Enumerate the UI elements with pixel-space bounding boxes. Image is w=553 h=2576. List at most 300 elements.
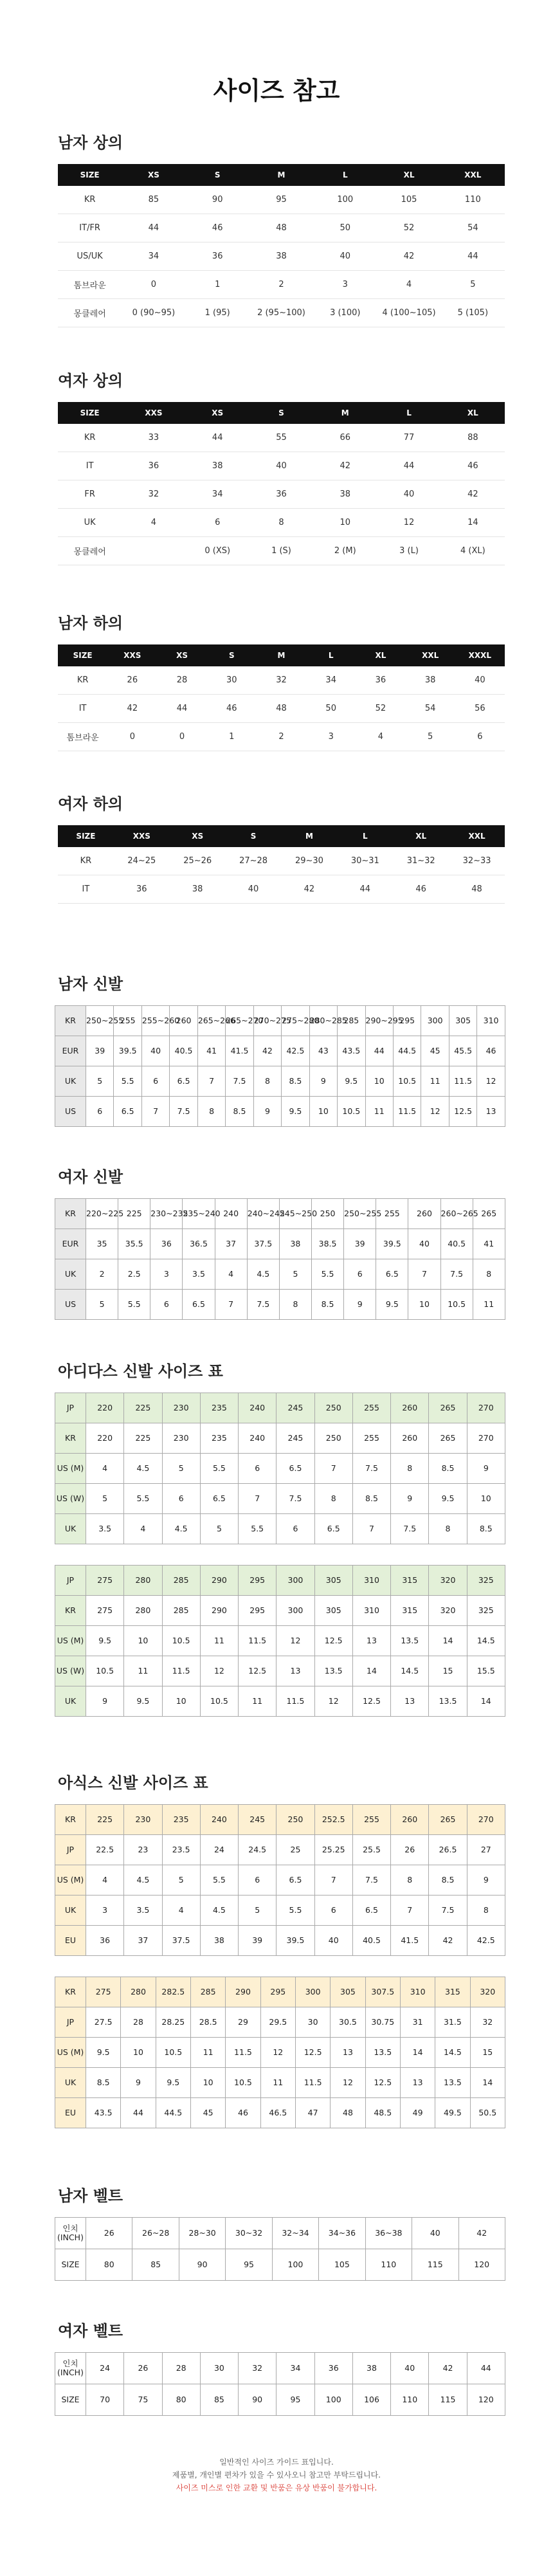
table-cell: 265 [429, 1393, 467, 1423]
table-cell: 260 [391, 1423, 429, 1454]
table-row [55, 1229, 505, 1259]
row-label: 몽클레어 [58, 299, 122, 327]
row-label: US (W) [55, 1484, 86, 1514]
table-cell: 260 [391, 1393, 429, 1423]
asics-table-2 [55, 1977, 505, 2128]
table-cell: 225 [86, 1805, 124, 1835]
table-cell: 11 [190, 2038, 225, 2068]
column-header: XS [186, 402, 249, 424]
table-cell: 245 [276, 1423, 314, 1454]
row-label: EUR [55, 1229, 86, 1259]
column-header: SIZE [58, 402, 122, 424]
table-cell: 43.5 [338, 1036, 365, 1066]
table-row [55, 1656, 505, 1686]
table-cell: 7.5 [352, 1454, 390, 1484]
table-cell: 6 [162, 1484, 200, 1514]
table-cell: 12 [314, 1686, 352, 1717]
table-cell: 38 [279, 1229, 311, 1259]
table-row [55, 1393, 505, 1423]
table-cell: 38 [406, 666, 455, 695]
table-cell: 46 [207, 695, 257, 723]
table-cell: 38 [249, 242, 313, 271]
table-cell: 240 [239, 1393, 276, 1423]
table-cell: 47 [295, 2098, 330, 2128]
table-cell: 36~38 [365, 2218, 412, 2249]
table-header-row [58, 402, 505, 424]
table-cell: 10.5 [338, 1097, 365, 1127]
table-cell: 15.5 [467, 1656, 505, 1686]
table-cell: 56 [455, 695, 505, 723]
table-cell: 41.5 [391, 1926, 429, 1956]
table-cell: 77 [377, 424, 440, 452]
table-cell: 42 [441, 480, 505, 509]
table-cell: 32 [257, 666, 306, 695]
table-cell: 280~285 [309, 1006, 337, 1036]
table-cell: 14 [441, 509, 505, 537]
table-cell: 40 [455, 666, 505, 695]
table-cell: 3.5 [183, 1259, 215, 1290]
table-cell: 12 [477, 1066, 505, 1097]
table-cell: 285 [338, 1006, 365, 1036]
table-cell: 10.5 [86, 1656, 124, 1686]
table-cell: 40 [314, 1926, 352, 1956]
row-label: IT [58, 875, 114, 904]
table-cell: 230 [162, 1423, 200, 1454]
table-cell: 5 [406, 723, 455, 751]
table-cell: 12 [331, 2068, 365, 2098]
table-row [55, 1514, 505, 1544]
table-cell: 5 [86, 1484, 124, 1514]
table-cell: 12 [200, 1656, 238, 1686]
table-cell: 11.5 [276, 1686, 314, 1717]
table-cell: 26 [124, 2353, 162, 2384]
table-cell: 0 [157, 723, 206, 751]
column-header: XL [441, 402, 505, 424]
table-row [55, 1626, 505, 1656]
table-cell: 110 [365, 2249, 412, 2281]
table-cell: 100 [272, 2249, 318, 2281]
table-cell: 3 [150, 1259, 183, 1290]
table-cell: 24~25 [114, 847, 170, 875]
table-cell: 48.5 [365, 2098, 400, 2128]
table-cell: 31~32 [393, 847, 449, 875]
table-cell: 43 [309, 1036, 337, 1066]
table-header-row [58, 644, 505, 666]
column-header: XS [122, 164, 185, 186]
column-header: XXS [114, 825, 170, 847]
table-cell: 90 [186, 186, 249, 214]
table-cell: 75 [124, 2384, 162, 2416]
table-cell: 7.5 [170, 1097, 197, 1127]
table-row [58, 424, 505, 452]
table-cell: 300 [276, 1596, 314, 1626]
table-cell: 6.5 [114, 1097, 141, 1127]
table-cell: 42 [429, 1926, 467, 1956]
table-cell: 295 [239, 1596, 276, 1626]
table-row [55, 2353, 505, 2384]
men-bottom-title: 남자 하의 [58, 614, 123, 632]
table-cell: 275 [86, 1596, 124, 1626]
table-cell: 11.5 [226, 2038, 260, 2068]
table-cell: 6 [276, 1514, 314, 1544]
table-cell: 120 [467, 2384, 505, 2416]
table-cell: 280 [121, 1977, 156, 2007]
table-cell: 44 [377, 452, 440, 480]
women-bottom-table [58, 825, 505, 904]
table-cell: 3 [313, 271, 377, 299]
row-label: UK [55, 1259, 86, 1290]
column-header: M [257, 644, 306, 666]
table-cell: 5 [200, 1514, 238, 1544]
table-cell: 310 [352, 1566, 390, 1596]
table-cell: 34 [306, 666, 356, 695]
table-row [55, 2218, 505, 2249]
table-cell: 220 [86, 1423, 124, 1454]
table-cell: 4.5 [247, 1259, 279, 1290]
women-top-section [0, 370, 553, 565]
table-cell: 10 [467, 1484, 505, 1514]
table-cell: 11.5 [393, 1097, 421, 1127]
table-cell: 5.5 [311, 1259, 343, 1290]
footer-note-2: 제품별, 개인별 편차가 있을 수 있사오니 참고만 부탁드립니다. [172, 2471, 381, 2480]
row-label: US (M) [55, 1454, 86, 1484]
row-label: US [55, 1290, 86, 1320]
table-cell: 41.5 [226, 1036, 253, 1066]
row-label: JP [55, 1566, 86, 1596]
table-cell: 7.5 [247, 1290, 279, 1320]
table-cell: 45.5 [449, 1036, 476, 1066]
table-cell: 240 [200, 1805, 238, 1835]
table-row [58, 242, 505, 271]
table-row [58, 847, 505, 875]
row-label: UK [55, 1686, 86, 1717]
page-title: 사이즈 참고 [213, 77, 340, 105]
table-row [55, 1199, 505, 1229]
table-cell: 13.5 [314, 1656, 352, 1686]
table-row [55, 1977, 505, 2007]
row-label: KR [58, 847, 114, 875]
table-cell: 6.5 [314, 1514, 352, 1544]
row-label: US (M) [55, 2038, 86, 2068]
table-cell: 32 [122, 480, 185, 509]
column-header: S [226, 825, 282, 847]
table-cell: 30.75 [365, 2007, 400, 2038]
table-cell: 12.5 [314, 1626, 352, 1656]
table-cell: 10 [190, 2068, 225, 2098]
table-cell: 290~295 [365, 1006, 393, 1036]
table-cell: 5 [279, 1259, 311, 1290]
table-cell: 48 [331, 2098, 365, 2128]
table-cell: 8 [429, 1514, 467, 1544]
table-cell: 44.5 [156, 2098, 190, 2128]
column-header: XXL [449, 825, 505, 847]
table-cell: 13 [331, 2038, 365, 2068]
table-cell: 10 [408, 1290, 440, 1320]
table-row [55, 2068, 505, 2098]
table-cell: 29~30 [282, 847, 338, 875]
row-label: KR [55, 1977, 86, 2007]
table-cell: 9 [309, 1066, 337, 1097]
table-cell: 85 [132, 2249, 179, 2281]
row-label: 톰브라운 [58, 723, 107, 751]
table-cell: 307.5 [365, 1977, 400, 2007]
table-cell: 40 [141, 1036, 169, 1066]
table-cell: 305 [449, 1006, 476, 1036]
table-cell: 5.5 [118, 1290, 150, 1320]
table-cell: 295 [239, 1566, 276, 1596]
table-cell: 90 [239, 2384, 276, 2416]
table-cell: 10 [313, 509, 377, 537]
table-cell: 39.5 [376, 1229, 408, 1259]
table-row [55, 1423, 505, 1454]
column-header: L [377, 402, 440, 424]
table-cell: 235 [162, 1805, 200, 1835]
table-cell: 46 [186, 214, 249, 242]
row-label: US (M) [55, 1865, 86, 1895]
table-cell: 3 (100) [313, 299, 377, 327]
table-cell: 42 [107, 695, 157, 723]
table-cell: 285 [162, 1596, 200, 1626]
table-cell: 12.5 [295, 2038, 330, 2068]
table-cell: 9.5 [376, 1290, 408, 1320]
row-label: KR [58, 186, 122, 214]
table-cell: 26.5 [429, 1835, 467, 1865]
table-cell: 85 [122, 186, 185, 214]
women-shoes-section [0, 1166, 553, 1320]
table-cell: 9 [86, 1686, 124, 1717]
table-row [55, 2249, 505, 2281]
table-cell: 13.5 [435, 2068, 470, 2098]
table-row [58, 509, 505, 537]
table-cell: 245~250 [279, 1199, 311, 1229]
table-cell: 220 [86, 1393, 124, 1423]
table-cell: 39 [344, 1229, 376, 1259]
table-cell: 14 [352, 1656, 390, 1686]
table-cell: 45 [421, 1036, 449, 1066]
table-cell: 9.5 [86, 1626, 124, 1656]
table-cell: 3.5 [86, 1514, 124, 1544]
table-cell: 240 [215, 1199, 247, 1229]
row-label: EU [55, 1926, 86, 1956]
table-cell: 6 [239, 1865, 276, 1895]
row-label: KR [58, 424, 122, 452]
table-row [58, 875, 505, 904]
table-cell: 255~260 [141, 1006, 169, 1036]
table-cell: 46 [393, 875, 449, 904]
table-row [58, 537, 505, 565]
table-cell: 7.5 [352, 1865, 390, 1895]
table-cell: 265 [429, 1423, 467, 1454]
table-cell: 22.5 [86, 1835, 124, 1865]
table-cell: 4 (XL) [441, 537, 505, 565]
table-cell: 4 (100~105) [377, 299, 440, 327]
table-cell: 31 [400, 2007, 435, 2038]
table-cell: 300 [295, 1977, 330, 2007]
table-header-row [58, 164, 505, 186]
table-cell: 24.5 [239, 1835, 276, 1865]
table-cell: 30 [295, 2007, 330, 2038]
table-cell: 230~235 [150, 1199, 183, 1229]
table-cell: 9.5 [282, 1097, 309, 1127]
table-cell: 255 [352, 1805, 390, 1835]
table-cell: 6 [344, 1259, 376, 1290]
table-row [55, 1835, 505, 1865]
table-cell: 25~26 [170, 847, 226, 875]
table-cell: 5.5 [114, 1066, 141, 1097]
table-cell: 25 [276, 1835, 314, 1865]
table-cell: 44 [337, 875, 393, 904]
table-cell: 5 [86, 1066, 114, 1097]
table-row [55, 1686, 505, 1717]
row-label: KR [55, 1596, 86, 1626]
table-cell: 31.5 [435, 2007, 470, 2038]
table-cell: 70 [86, 2384, 124, 2416]
table-cell: 39.5 [114, 1036, 141, 1066]
table-cell: 29 [226, 2007, 260, 2038]
table-cell: 34 [122, 242, 185, 271]
column-header: M [282, 825, 338, 847]
men-shoes-section [0, 973, 553, 1127]
table-cell: 40.5 [352, 1926, 390, 1956]
table-cell: 42.5 [467, 1926, 505, 1956]
table-cell: 110 [391, 2384, 429, 2416]
table-cell: 235 [200, 1393, 238, 1423]
table-cell: 9.5 [156, 2068, 190, 2098]
table-cell: 32~34 [272, 2218, 318, 2249]
table-cell: 2 (M) [313, 537, 377, 565]
table-cell: 115 [429, 2384, 467, 2416]
table-cell [122, 537, 185, 565]
table-cell: 320 [429, 1566, 467, 1596]
table-cell: 42 [253, 1036, 281, 1066]
table-cell: 38 [313, 480, 377, 509]
table-cell: 36 [186, 242, 249, 271]
table-cell: 25.5 [352, 1835, 390, 1865]
men-top-table [58, 164, 505, 327]
table-cell: 270 [467, 1805, 505, 1835]
table-cell: 265~266 [197, 1006, 225, 1036]
table-row [55, 1290, 505, 1320]
table-cell: 85 [200, 2384, 238, 2416]
table-cell: 250~255 [344, 1199, 376, 1229]
table-cell: 9 [253, 1097, 281, 1127]
table-cell: 44 [186, 424, 249, 452]
table-cell: 10 [121, 2038, 156, 2068]
table-cell: 2 [257, 723, 306, 751]
table-cell: 275~280 [282, 1006, 309, 1036]
table-cell: 44 [122, 214, 185, 242]
table-cell: 106 [352, 2384, 390, 2416]
table-cell: 52 [356, 695, 405, 723]
table-cell: 36.5 [183, 1229, 215, 1259]
table-cell: 2 [86, 1259, 118, 1290]
table-cell: 282.5 [156, 1977, 190, 2007]
table-cell: 11.5 [239, 1626, 276, 1656]
table-cell: 320 [429, 1596, 467, 1626]
table-cell: 8 [391, 1454, 429, 1484]
table-cell: 30~31 [337, 847, 393, 875]
footer-note-1: 일반적인 사이즈 가이드 표입니다. [219, 2458, 334, 2467]
table-cell: 52 [377, 214, 440, 242]
table-cell: 7 [141, 1097, 169, 1127]
table-cell: 26 [391, 1835, 429, 1865]
table-cell: 34~36 [319, 2218, 365, 2249]
column-header: XXS [107, 644, 157, 666]
row-label: EU [55, 2098, 86, 2128]
table-cell: 42 [429, 2353, 467, 2384]
table-cell: 40 [313, 242, 377, 271]
table-cell: 42.5 [282, 1036, 309, 1066]
table-cell: 285 [162, 1566, 200, 1596]
table-cell: 295 [393, 1006, 421, 1036]
table-cell: 33 [122, 424, 185, 452]
table-cell: 42 [377, 242, 440, 271]
table-cell: 7 [314, 1454, 352, 1484]
women-top-title: 여자 상의 [58, 372, 123, 390]
table-cell: 7 [215, 1290, 247, 1320]
table-cell: 4 [124, 1514, 162, 1544]
table-cell: 8.5 [429, 1865, 467, 1895]
table-cell: 49 [400, 2098, 435, 2128]
row-label: KR [55, 1006, 86, 1036]
table-cell: 42 [282, 875, 338, 904]
table-cell: 0 [122, 271, 185, 299]
table-cell: 0 [107, 723, 157, 751]
row-label: US/UK [58, 242, 122, 271]
table-cell: 32 [239, 2353, 276, 2384]
table-cell: 255 [114, 1006, 141, 1036]
table-cell: 270~275 [253, 1006, 281, 1036]
asics-title: 아식스 신발 사이즈 표 [58, 1774, 208, 1792]
table-cell: 55 [249, 424, 313, 452]
table-cell: 40 [391, 2353, 429, 2384]
table-cell: 220~225 [86, 1199, 118, 1229]
table-row [58, 695, 505, 723]
table-cell: 265~270 [226, 1006, 253, 1036]
table-cell: 12 [421, 1097, 449, 1127]
table-cell: 0 (XS) [186, 537, 249, 565]
table-cell: 320 [470, 1977, 505, 2007]
men-shoes-table [55, 1005, 505, 1127]
table-cell: 8 [314, 1484, 352, 1514]
table-cell: 9 [467, 1865, 505, 1895]
table-cell: 46.5 [260, 2098, 295, 2128]
table-row [55, 1036, 505, 1066]
table-row [58, 271, 505, 299]
table-row [55, 1805, 505, 1835]
table-cell: 8 [249, 509, 313, 537]
table-cell: 295 [260, 1977, 295, 2007]
table-cell: 32 [470, 2007, 505, 2038]
table-cell: 24 [200, 1835, 238, 1865]
table-cell: 4 [162, 1895, 200, 1926]
table-cell: 9 [344, 1290, 376, 1320]
table-cell: 95 [249, 186, 313, 214]
table-cell: 13 [352, 1626, 390, 1656]
table-cell: 36 [314, 2353, 352, 2384]
column-header: SIZE [58, 825, 114, 847]
table-cell: 310 [352, 1596, 390, 1626]
footer-notes [0, 2456, 553, 2494]
table-cell: 13 [477, 1097, 505, 1127]
table-cell: 3 [306, 723, 356, 751]
row-label: KR [55, 1423, 86, 1454]
table-row [55, 1259, 505, 1290]
table-cell: 6.5 [276, 1865, 314, 1895]
row-label: JP [55, 1835, 86, 1865]
table-cell: 8.5 [86, 2068, 121, 2098]
table-cell: 5.5 [276, 1895, 314, 1926]
